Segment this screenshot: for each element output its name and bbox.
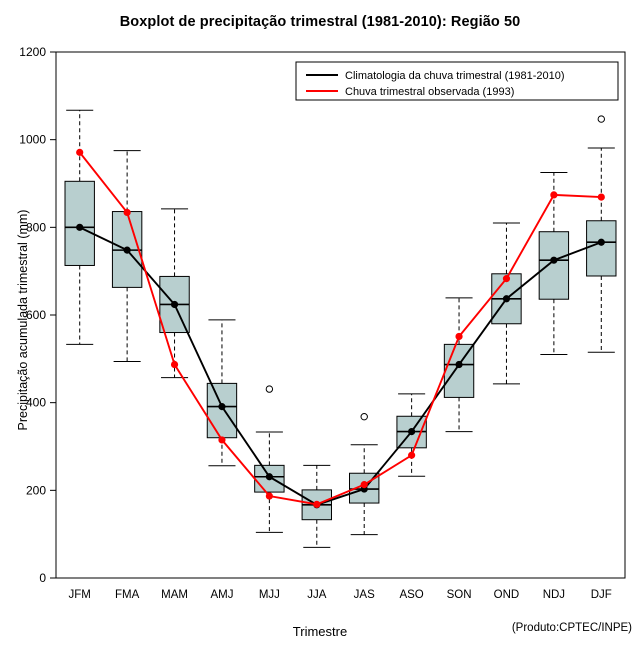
series-point bbox=[171, 361, 177, 367]
series-point bbox=[124, 247, 130, 253]
x-tick-label: MAM bbox=[161, 589, 188, 601]
plot-frame bbox=[56, 52, 625, 578]
x-tick-label: OND bbox=[493, 589, 520, 601]
boxplot-outlier bbox=[266, 386, 272, 392]
series-point bbox=[266, 493, 272, 499]
series-point bbox=[219, 437, 225, 443]
series-point bbox=[124, 209, 130, 215]
y-tick-label: 1000 bbox=[19, 132, 46, 147]
series-point bbox=[77, 224, 83, 230]
boxplot-box bbox=[444, 344, 473, 397]
y-tick-label: 400 bbox=[25, 395, 46, 410]
series-point bbox=[219, 404, 225, 410]
x-tick-label: DJF bbox=[590, 589, 612, 601]
y-tick-label: 800 bbox=[25, 220, 46, 235]
series-point bbox=[361, 482, 367, 488]
y-tick-label: 600 bbox=[25, 308, 46, 322]
series-point bbox=[598, 194, 604, 200]
x-tick-label: JFM bbox=[68, 589, 91, 601]
y-tick-label: 200 bbox=[25, 483, 46, 498]
series-point bbox=[77, 149, 83, 155]
boxplot-box bbox=[65, 181, 94, 265]
series-point bbox=[456, 361, 462, 367]
series-point bbox=[409, 428, 415, 434]
boxplot-box bbox=[539, 232, 568, 300]
boxplot-outlier bbox=[361, 413, 367, 419]
boxplot-box bbox=[587, 221, 616, 276]
x-tick-label: JAS bbox=[353, 589, 375, 601]
series-point bbox=[171, 301, 177, 307]
series-point bbox=[409, 452, 415, 458]
x-tick-label: SON bbox=[446, 589, 472, 601]
y-tick-label: 1200 bbox=[19, 45, 46, 59]
series-point bbox=[266, 474, 272, 480]
boxplot-box bbox=[207, 383, 236, 437]
series-point bbox=[551, 257, 557, 263]
credit-note: (Produto:CPTEC/INPE) bbox=[511, 622, 632, 634]
x-tick-label: ASO bbox=[399, 589, 424, 601]
y-axis-label: Precipitação acumulada trimestral (mm) bbox=[16, 209, 30, 431]
x-tick-label: FMA bbox=[114, 589, 140, 601]
series-point bbox=[456, 333, 462, 339]
chart-title: Boxplot de precipitação trimestral (1981-2010): Região 50 bbox=[119, 14, 521, 30]
series-line-1 bbox=[80, 227, 602, 504]
series-point bbox=[598, 239, 604, 245]
x-tick-label: NDJ bbox=[542, 589, 566, 601]
boxplot-outlier bbox=[598, 116, 604, 122]
legend-label: Climatologia da chuva trimestral (1981-2010) bbox=[345, 70, 565, 82]
series-point bbox=[503, 296, 509, 302]
x-tick-label: JJA bbox=[307, 589, 327, 601]
series-line-2 bbox=[80, 152, 602, 504]
x-tick-label: AMJ bbox=[210, 589, 234, 601]
x-axis-label: Trimestre bbox=[292, 624, 348, 639]
series-point bbox=[314, 501, 320, 507]
x-tick-label: MJJ bbox=[258, 589, 280, 601]
legend-label: Chuva trimestral observada (1993) bbox=[345, 86, 515, 98]
series-point bbox=[551, 192, 557, 198]
series-point bbox=[503, 276, 509, 282]
y-tick-label: 0 bbox=[39, 571, 46, 585]
